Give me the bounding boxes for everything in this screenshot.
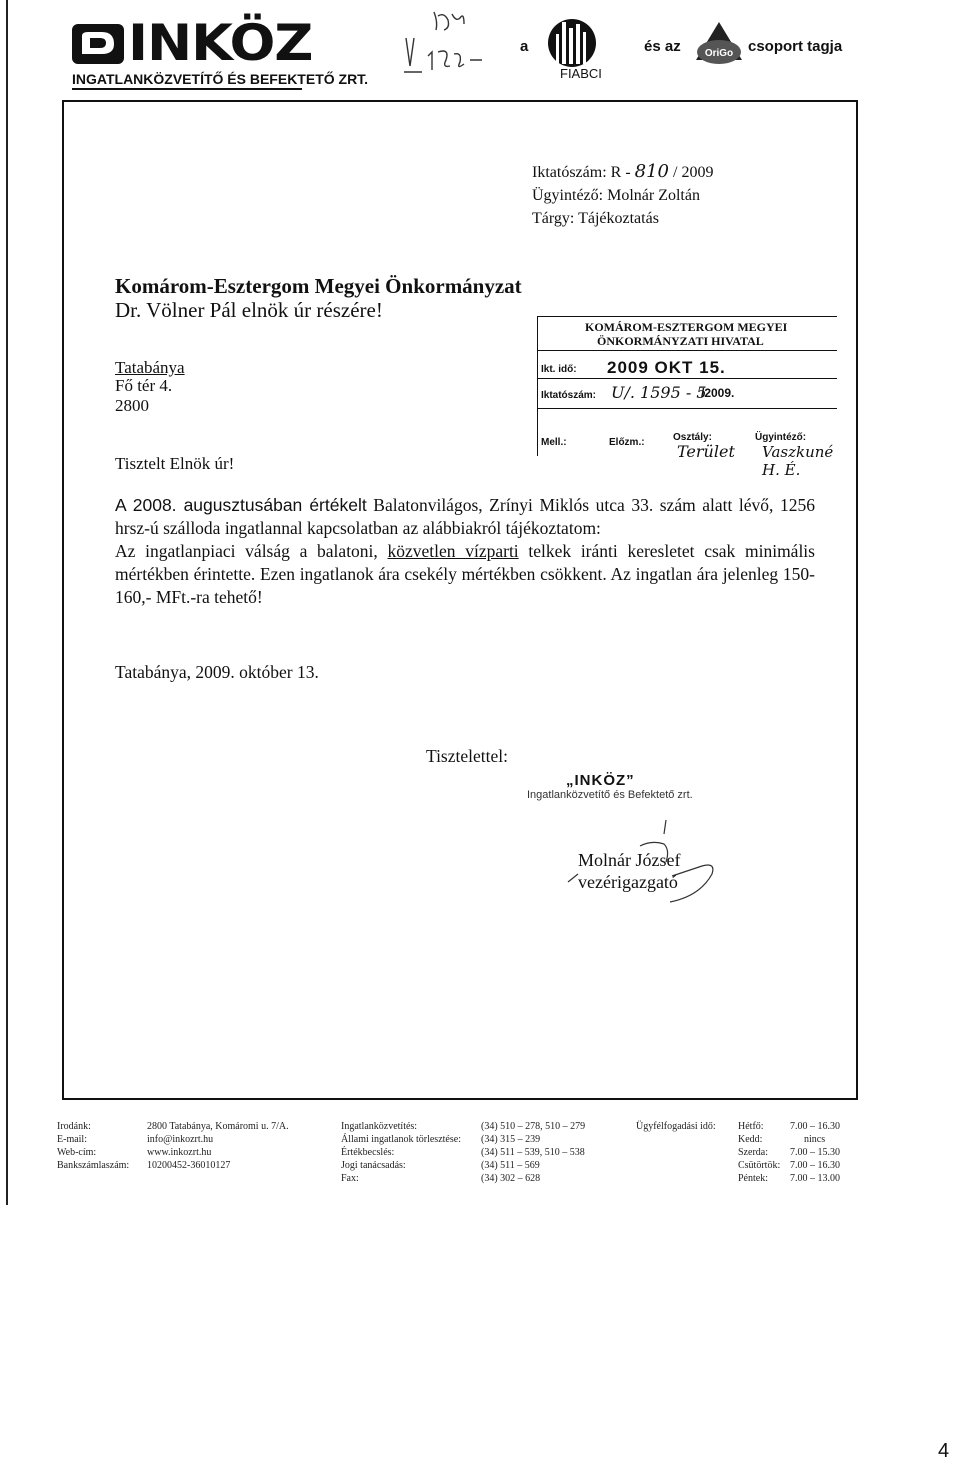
- stamp-divider: [537, 408, 837, 409]
- signer-title: vezérigazgató: [578, 872, 678, 892]
- company-name-underline: [72, 88, 302, 90]
- stamp-left-edge: [537, 316, 538, 456]
- origo-logo-icon: [694, 20, 744, 68]
- paragraph-1-rest: Balatonvilágos, Zrínyi Miklós utca 33. szám alatt lévő, 1256 hrsz-ú szálloda ingatlannal kapcsolatban az alábbiakról tájékoztatom:: [115, 495, 815, 538]
- footer-hours-value: nincs: [804, 1134, 826, 1145]
- stamp-date-label: Ikt. idő:: [541, 364, 577, 375]
- stamp-officer-label: Ügyintéző:: [755, 432, 807, 443]
- paragraph-2-start: Az ingatlanpiaci válság a balatoni,: [115, 541, 388, 561]
- footer-day: Kedd:: [738, 1134, 763, 1145]
- stamp-divider: [537, 350, 837, 351]
- recipient-city: Tatabánya: [115, 358, 185, 377]
- signature-stamp-name: „INKÖZ”: [566, 772, 635, 789]
- stamp-office-line1: KOMÁROM-ESZTERGOM MEGYEI: [585, 320, 788, 334]
- footer-fax-label: Fax:: [341, 1173, 359, 1184]
- signer-name: Molnár József: [578, 850, 681, 870]
- footer-contact-values: [147, 1120, 289, 1172]
- stamp-office-line2: ÖNKORMÁNYZATI HIVATAL: [597, 334, 764, 348]
- and-the-label: és az: [644, 38, 681, 55]
- footer-day: Szerda:: [738, 1147, 768, 1158]
- stamp-officer-handwritten: Vaszkuné H. É.: [762, 443, 834, 479]
- paragraph-2-end: telkek iránti keresletet csak minimális mértékben érintette. Ezen ingatlanok ára csekély mértékben csökkent. Az ingatlan ára jelenleg 150-160,- MFt.-ra tehető!: [115, 541, 815, 607]
- footer-hours-label: [636, 1120, 716, 1133]
- subject: Tárgy: Tájékoztatás: [532, 210, 659, 227]
- recipient-zip: 2800: [115, 396, 149, 415]
- salutation: Tisztelt Elnök úr!: [115, 454, 235, 473]
- stamp-department-label: Osztály:: [673, 432, 712, 443]
- paragraph-1-lead: A 2008. augusztusában értékelt: [115, 495, 367, 515]
- footer-service-label: Jogi tanácsadás:: [341, 1160, 406, 1171]
- footer-service-label: Ingatlanközvetítés:: [341, 1121, 418, 1132]
- footer-phone: (34) 511 – 569: [481, 1160, 540, 1171]
- footer-fax: (34) 302 – 628: [481, 1173, 541, 1184]
- fiabci-label: FIABCI: [560, 66, 602, 81]
- footer-email-label: E-mail:: [57, 1134, 87, 1145]
- paragraph-2: [115, 540, 815, 609]
- company-full-name: INGATLANKÖZVETÍTŐ ÉS BEFEKTETŐ ZRT.: [72, 71, 369, 87]
- footer-office-label: Irodánk:: [57, 1121, 91, 1132]
- scan-edge-line: [6, 0, 8, 1205]
- footer-office-address: 2800 Tatabánya, Komáromi u. 7/A.: [147, 1121, 289, 1132]
- stamp-divider: [537, 378, 837, 379]
- recipient-organization: Komárom-Esztergom Megyei Önkormányzat: [115, 274, 522, 298]
- closing: Tisztelettel:: [426, 746, 508, 766]
- stamp-department-handwritten: Terület: [677, 442, 735, 461]
- filing-number-year: / 2009: [673, 164, 714, 181]
- footer-hours-value: 7.00 – 15.30: [790, 1147, 840, 1158]
- footer-hours: [790, 1120, 840, 1185]
- inkoz-logo-icon: [72, 24, 124, 64]
- footer-hours-value: 7.00 – 16.30: [790, 1160, 840, 1171]
- filing-number-prefix: Iktatószám: R -: [532, 164, 631, 181]
- footer-website: www.inkozrt.hu: [147, 1147, 212, 1158]
- fiabci-globe-icon: [538, 18, 606, 68]
- origo-logo-text: OriGo: [704, 48, 734, 59]
- stamp-attachments-label: Mell.:: [541, 437, 567, 448]
- footer-web-label: Web-cím:: [57, 1147, 97, 1158]
- footer-phone-numbers: [481, 1120, 585, 1185]
- registration-stamp: [537, 312, 839, 479]
- signature-stamp-subtitle: Ingatlanközvetítő és Befektető zrt.: [527, 789, 693, 801]
- footer-hours-title: Ügyfélfogadási idő:: [636, 1121, 716, 1132]
- paragraph-1: [115, 494, 815, 540]
- filing-number: [532, 160, 713, 184]
- stamp-precedent-label: Előzm.:: [609, 437, 645, 448]
- reference-block: [532, 160, 713, 230]
- stamp-top-line: [537, 316, 837, 317]
- footer-day: Hétfő:: [738, 1121, 764, 1132]
- footer-bank-account: 10200452-36010127: [147, 1160, 231, 1171]
- footer-hours-value: 7.00 – 16.30: [790, 1121, 840, 1132]
- stamp-date-value: 2009 OKT 15.: [607, 358, 726, 377]
- stamp-number-year: /2009.: [701, 386, 735, 400]
- footer-service-labels: [341, 1120, 461, 1185]
- footer-service-label: Állami ingatlanok törlesztése:: [341, 1134, 461, 1145]
- member-prefix: a: [520, 38, 529, 55]
- recipient-person: Dr. Völner Pál elnök úr részére!: [115, 298, 383, 322]
- footer-email: info@inkozrt.hu: [147, 1134, 214, 1145]
- group-member-label: csoport tagja: [748, 38, 843, 55]
- footer-service-label: Értékbecslés:: [341, 1147, 395, 1158]
- footer-days: [738, 1120, 780, 1185]
- footer-labels: [57, 1120, 129, 1172]
- case-officer: Ügyintéző: Molnár Zoltán: [532, 187, 700, 204]
- footer-phone: (34) 510 – 278, 510 – 279: [481, 1121, 586, 1132]
- stamp-number-handwritten: U/. 1595 - 5: [611, 383, 707, 402]
- footer-phone: (34) 511 – 539, 510 – 538: [481, 1147, 585, 1158]
- footer-day: Péntek:: [738, 1173, 768, 1184]
- page-number: 4: [938, 1440, 950, 1462]
- filing-number-handwritten: 810: [634, 161, 669, 182]
- footer-bank-label: Bankszámlaszám:: [57, 1160, 130, 1171]
- stamp-number-label: Iktatószám:: [541, 390, 597, 401]
- letter-body: [115, 494, 815, 609]
- footer-day: Csütörtök:: [738, 1160, 781, 1171]
- footer-phone: (34) 315 – 239: [481, 1134, 541, 1145]
- recipient-street: Fő tér 4.: [115, 376, 173, 395]
- paragraph-2-underlined: közvetlen vízparti: [387, 541, 519, 561]
- footer-hours-value: 7.00 – 13.00: [790, 1173, 840, 1184]
- handwritten-reference-mark: [398, 8, 498, 80]
- company-logo-text: INKÖZ: [128, 14, 313, 72]
- letter-date: Tatabánya, 2009. október 13.: [115, 662, 319, 682]
